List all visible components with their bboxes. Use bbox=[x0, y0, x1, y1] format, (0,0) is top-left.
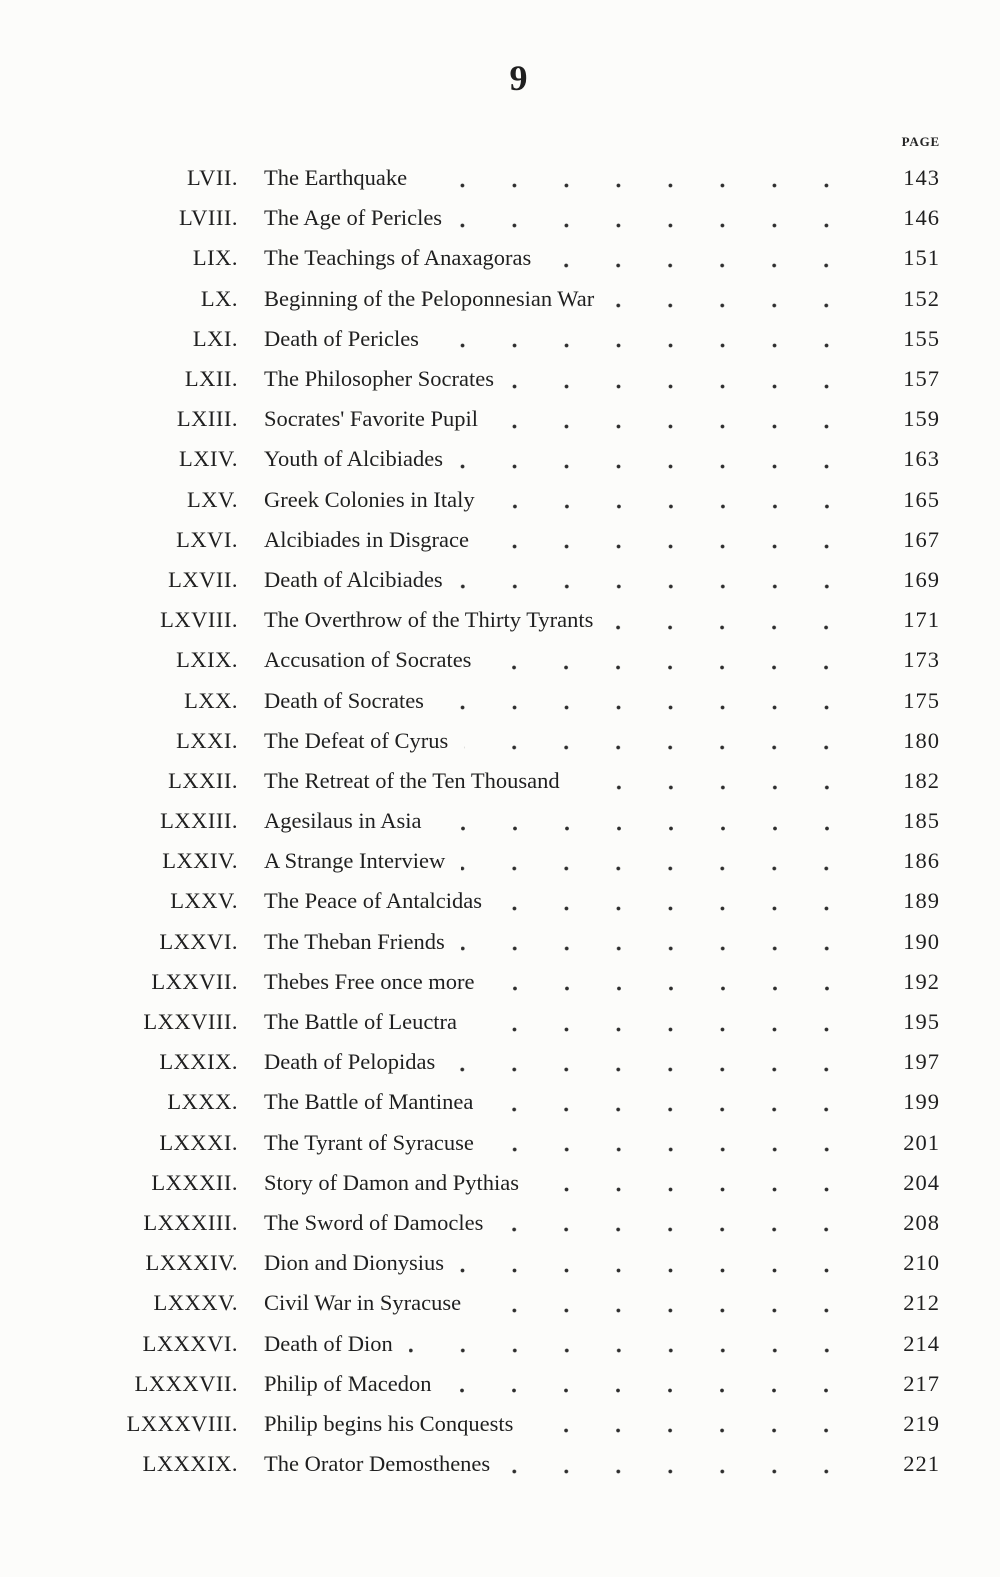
chapter-numeral: LXXX. bbox=[167, 1089, 238, 1115]
chapter-title: Socrates' Favorite Pupil bbox=[264, 406, 479, 432]
chapter-numeral: LXXXIX. bbox=[142, 1451, 238, 1477]
dot-leader bbox=[510, 384, 876, 389]
chapter-numeral: LXXII. bbox=[168, 767, 238, 793]
chapter-title: Alcibiades in Disgrace bbox=[264, 526, 469, 552]
chapter-title: The Overthrow of the Thirty Tyrants bbox=[264, 607, 594, 633]
dot-leader bbox=[535, 1187, 876, 1192]
toc-row bbox=[98, 680, 940, 720]
chapter-title: Civil War in Syracuse bbox=[264, 1290, 462, 1316]
chapter-page-number: 219 bbox=[903, 1410, 940, 1436]
chapter-page-number: 199 bbox=[903, 1089, 940, 1115]
chapter-numeral: LVII. bbox=[186, 165, 238, 191]
chapter-numeral: LXXXVII. bbox=[134, 1370, 238, 1396]
dot-leader bbox=[547, 263, 876, 268]
toc-row bbox=[98, 1082, 940, 1122]
chapter-page-number: 163 bbox=[903, 446, 940, 472]
chapter-title: The Defeat of Cyrus bbox=[264, 727, 449, 753]
chapter-page-number: 146 bbox=[903, 205, 940, 231]
chapter-title: Story of Damon and Pythias bbox=[264, 1169, 519, 1195]
chapter-numeral: LXXIX. bbox=[159, 1049, 238, 1075]
chapter-title: The Teachings of Anaxagoras bbox=[264, 245, 532, 271]
chapter-numeral: LXXI. bbox=[176, 727, 238, 753]
chapter-title: Greek Colonies in Italy bbox=[264, 486, 475, 512]
chapter-numeral: LVIII. bbox=[178, 205, 238, 231]
chapter-title: The Tyrant of Syracuse bbox=[264, 1129, 474, 1155]
toc-row bbox=[98, 198, 940, 238]
chapter-numeral: LXIV. bbox=[179, 446, 238, 472]
chapter-title: The Retreat of the Ten Thousand bbox=[264, 767, 560, 793]
toc-row bbox=[98, 238, 940, 278]
chapter-page-number: 192 bbox=[903, 968, 940, 994]
chapter-title: The Earthquake bbox=[264, 165, 408, 191]
chapter-numeral: LXXXI. bbox=[159, 1129, 238, 1155]
chapter-numeral: LXXVI. bbox=[159, 928, 238, 954]
toc-row bbox=[98, 922, 940, 962]
chapter-numeral: LXII. bbox=[184, 366, 238, 392]
toc-row bbox=[98, 1042, 940, 1082]
dot-leader bbox=[440, 705, 876, 710]
toc-row bbox=[98, 279, 940, 319]
chapter-numeral: LXVI. bbox=[176, 526, 238, 552]
chapter-title: The Battle of Mantinea bbox=[264, 1089, 474, 1115]
chapter-page-number: 143 bbox=[903, 165, 940, 191]
dot-leader bbox=[487, 665, 876, 670]
dot-leader bbox=[491, 504, 876, 509]
toc-row bbox=[98, 841, 940, 881]
chapter-numeral: LXV. bbox=[187, 486, 238, 512]
toc-row bbox=[98, 962, 940, 1002]
page-number: 9 bbox=[509, 58, 529, 98]
dot-leader bbox=[459, 464, 876, 469]
chapter-title: Philip of Macedon bbox=[264, 1370, 432, 1396]
chapter-page-number: 165 bbox=[903, 486, 940, 512]
toc-row bbox=[98, 399, 940, 439]
dot-leader bbox=[461, 946, 876, 951]
toc-row bbox=[98, 1243, 940, 1283]
chapter-numeral: LIX. bbox=[192, 245, 238, 271]
dot-leader bbox=[409, 1348, 876, 1353]
dot-leader bbox=[506, 1469, 876, 1474]
dot-leader bbox=[464, 745, 876, 750]
toc-row bbox=[98, 520, 940, 560]
chapter-title: The Sword of Damocles bbox=[264, 1209, 484, 1235]
toc-row bbox=[98, 600, 940, 640]
dot-leader bbox=[610, 303, 876, 308]
toc-row bbox=[98, 1203, 940, 1243]
dot-leader bbox=[489, 1107, 876, 1112]
toc-row bbox=[98, 1364, 940, 1404]
chapter-page-number: 159 bbox=[903, 406, 940, 432]
chapter-numeral: LX. bbox=[200, 285, 238, 311]
chapter-page-number: 171 bbox=[903, 607, 940, 633]
dot-leader bbox=[423, 183, 876, 188]
dot-leader bbox=[498, 906, 876, 911]
chapter-page-number: 190 bbox=[903, 928, 940, 954]
chapter-numeral: LXXXVI. bbox=[142, 1330, 238, 1356]
chapter-title: Death of Dion bbox=[264, 1330, 393, 1356]
chapter-title: Dion and Dionysius bbox=[264, 1250, 444, 1276]
dot-leader bbox=[438, 826, 877, 831]
book-page bbox=[0, 60, 1000, 1484]
toc-row bbox=[98, 560, 940, 600]
chapter-page-number: 204 bbox=[903, 1169, 940, 1195]
chapter-numeral: LXXIV. bbox=[162, 848, 238, 874]
chapter-title: The Peace of Antalcidas bbox=[264, 888, 483, 914]
dot-leader bbox=[576, 785, 876, 790]
chapter-page-number: 195 bbox=[903, 1009, 940, 1035]
chapter-numeral: LXXXIII. bbox=[143, 1209, 238, 1235]
chapter-page-number: 169 bbox=[903, 566, 940, 592]
chapter-numeral: LXI. bbox=[192, 325, 238, 351]
dot-leader bbox=[473, 1027, 876, 1032]
chapter-page-number: 201 bbox=[903, 1129, 940, 1155]
dot-leader bbox=[477, 1308, 876, 1313]
chapter-title: Beginning of the Peloponnesian War bbox=[264, 285, 595, 311]
chapter-numeral: LXIX. bbox=[176, 647, 238, 673]
chapter-page-number: 185 bbox=[903, 808, 940, 834]
page-column-header: PAGE bbox=[901, 134, 940, 149]
chapter-numeral: LXXXV. bbox=[153, 1290, 238, 1316]
chapter-page-number: 217 bbox=[903, 1370, 940, 1396]
dot-leader bbox=[485, 544, 876, 549]
chapter-title: Death of Alcibiades bbox=[264, 566, 443, 592]
toc-row bbox=[98, 640, 940, 680]
chapter-numeral: LXX. bbox=[184, 687, 238, 713]
toc-row bbox=[98, 1002, 940, 1042]
toc-rows bbox=[98, 158, 940, 1484]
chapter-page-number: 208 bbox=[903, 1209, 940, 1235]
dot-leader bbox=[451, 1067, 876, 1072]
chapter-page-number: 155 bbox=[903, 325, 940, 351]
chapter-title: Philip begins his Conquests bbox=[264, 1410, 514, 1436]
chapter-numeral: LXIII. bbox=[176, 406, 238, 432]
toc-row bbox=[98, 319, 940, 359]
chapter-page-number: 212 bbox=[903, 1290, 940, 1316]
chapter-numeral: LXVIII. bbox=[160, 607, 238, 633]
chapter-title: A Strange Interview bbox=[264, 848, 446, 874]
chapter-title: Youth of Alcibiades bbox=[264, 446, 443, 472]
dot-leader bbox=[447, 1388, 876, 1393]
toc-row bbox=[98, 1163, 940, 1203]
chapter-page-number: 221 bbox=[903, 1451, 940, 1477]
chapter-title: Agesilaus in Asia bbox=[264, 808, 422, 834]
toc-row bbox=[98, 881, 940, 921]
dot-leader bbox=[460, 1268, 876, 1273]
chapter-title: Accusation of Socrates bbox=[264, 647, 472, 673]
toc-row bbox=[98, 158, 940, 198]
chapter-title: The Battle of Leuctra bbox=[264, 1009, 458, 1035]
chapter-numeral: LXVII. bbox=[168, 566, 238, 592]
chapter-title: The Philosopher Socrates bbox=[264, 366, 494, 392]
toc-row bbox=[98, 480, 940, 520]
chapter-page-number: 173 bbox=[903, 647, 940, 673]
dot-leader bbox=[609, 625, 876, 630]
dot-leader bbox=[490, 1147, 876, 1152]
chapter-page-number: 197 bbox=[903, 1049, 940, 1075]
chapter-page-number: 186 bbox=[903, 848, 940, 874]
chapter-numeral: LXXIII. bbox=[160, 808, 238, 834]
chapter-title: The Theban Friends bbox=[264, 928, 445, 954]
toc-row bbox=[98, 721, 940, 761]
toc-row bbox=[98, 439, 940, 479]
toc-row bbox=[98, 1404, 940, 1444]
toc-row bbox=[98, 1444, 940, 1484]
dot-leader bbox=[458, 223, 876, 228]
chapter-title: Thebes Free once more bbox=[264, 968, 475, 994]
chapter-title: The Orator Demosthenes bbox=[264, 1451, 491, 1477]
toc-row bbox=[98, 761, 940, 801]
chapter-page-number: 189 bbox=[903, 888, 940, 914]
chapter-page-number: 157 bbox=[903, 366, 940, 392]
chapter-page-number: 152 bbox=[903, 285, 940, 311]
toc-row bbox=[98, 1123, 940, 1163]
dot-leader bbox=[461, 866, 876, 871]
toc-row bbox=[98, 1283, 940, 1323]
chapter-numeral: LXXV. bbox=[170, 888, 238, 914]
chapter-page-number: 151 bbox=[903, 245, 940, 271]
dot-leader bbox=[529, 1428, 876, 1433]
toc-row bbox=[98, 1323, 940, 1363]
chapter-page-number: 175 bbox=[903, 687, 940, 713]
chapter-title: The Age of Pericles bbox=[264, 205, 443, 231]
chapter-page-number: 167 bbox=[903, 526, 940, 552]
chapter-page-number: 182 bbox=[903, 767, 940, 793]
chapter-numeral: LXXVII. bbox=[151, 968, 238, 994]
chapter-page-number: 180 bbox=[903, 727, 940, 753]
chapter-numeral: LXXXVIII. bbox=[126, 1410, 238, 1436]
dot-leader bbox=[499, 1227, 876, 1232]
toc-row bbox=[98, 359, 940, 399]
chapter-page-number: 214 bbox=[903, 1330, 940, 1356]
chapter-numeral: LXXVIII. bbox=[143, 1009, 238, 1035]
dot-leader bbox=[459, 584, 876, 589]
chapter-numeral: LXXXII. bbox=[151, 1169, 238, 1195]
chapter-title: Death of Pelopidas bbox=[264, 1049, 436, 1075]
chapter-numeral: LXXXIV. bbox=[145, 1250, 238, 1276]
chapter-page-number: 210 bbox=[903, 1250, 940, 1276]
chapter-title: Death of Socrates bbox=[264, 687, 424, 713]
chapter-title: Death of Pericles bbox=[264, 325, 419, 351]
dot-leader bbox=[494, 424, 876, 429]
dot-leader bbox=[491, 986, 876, 991]
toc-row bbox=[98, 801, 940, 841]
dot-leader bbox=[435, 343, 876, 348]
